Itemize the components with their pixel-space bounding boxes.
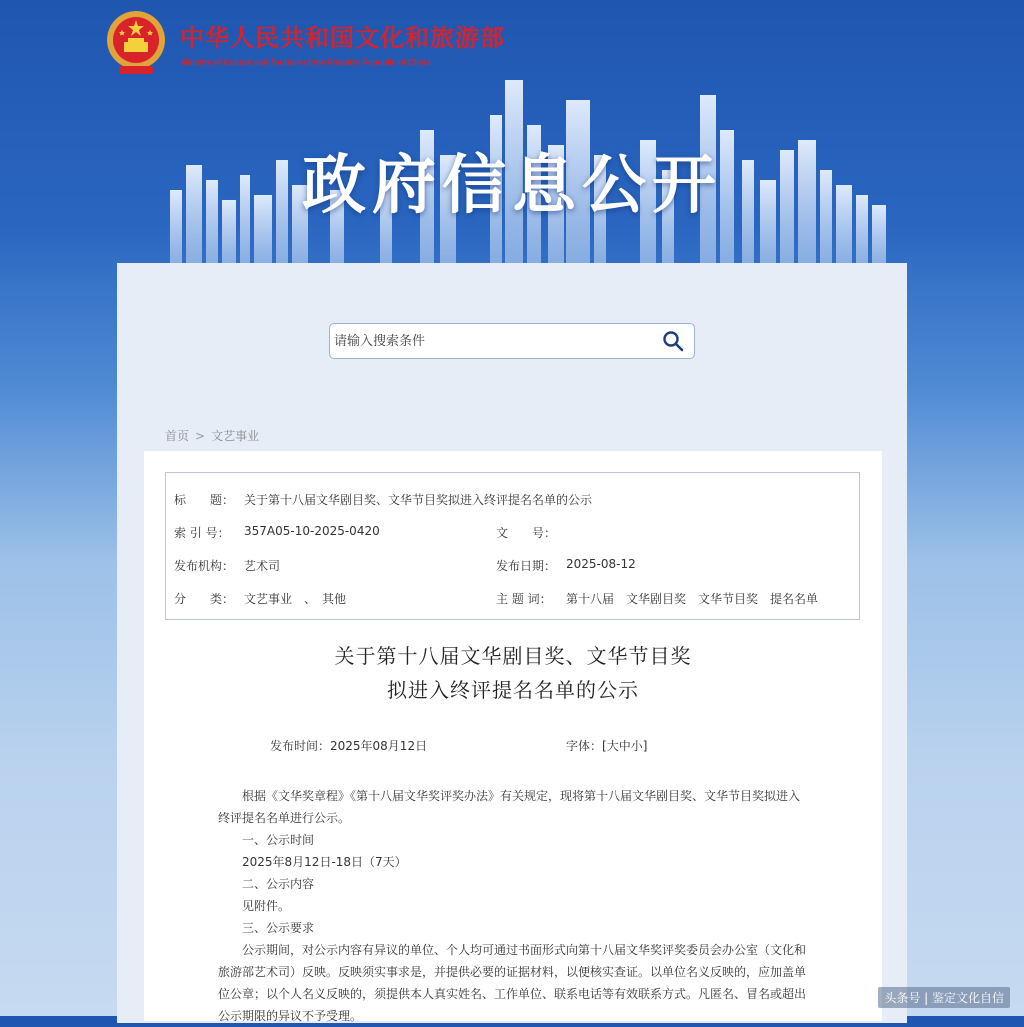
header-banner: [0, 0, 1024, 300]
source-watermark: 头条号 | 鉴定文化自信: [878, 987, 1010, 1008]
breadcrumb-current[interactable]: 文艺事业: [211, 429, 260, 443]
meta-title-label: 标 题：: [174, 493, 235, 507]
ministry-name-en: Ministry of Culture and Tourism of the People's Republic of China: [181, 58, 431, 67]
breadcrumb-home[interactable]: 首页: [165, 429, 190, 443]
meta-index-value: 357A05-10-2025-0420: [244, 524, 380, 538]
font-size-medium[interactable]: 中: [618, 739, 631, 753]
breadcrumb-separator: >: [195, 429, 206, 443]
meta-keywords-value: 第十八届 文华剧目奖 文华节目奖 提名名单: [566, 592, 819, 606]
article-paragraph: 见附件。: [218, 899, 291, 913]
meta-title-value: 关于第十八届文华剧目奖、文华节目奖拟进入终评提名名单的公示: [244, 493, 593, 507]
meta-date-value: 2025-08-12: [566, 557, 636, 571]
banner-title: 政府信息公开: [302, 149, 722, 223]
national-emblem-icon: [105, 8, 167, 76]
publish-time: 发布时间：2025年08月12日: [270, 739, 428, 753]
font-size-label: 字体：: [566, 739, 603, 753]
search-box: [329, 323, 695, 359]
meta-docno-label: 文 号：: [496, 526, 557, 540]
article-body: [218, 785, 810, 1027]
search-icon[interactable]: [662, 330, 684, 352]
metadata-table: [165, 472, 860, 620]
meta-org-value: 艺术司: [244, 559, 281, 573]
breadcrumb: [165, 427, 259, 444]
meta-category-label: 分 类：: [174, 592, 235, 606]
article-paragraph: 公示期间，对公示内容有异议的单位、个人均可通过书面形式向第十八届文华奖评奖委员会办公室（文化和旅游部艺术司）反映。反映须实事求是，并提供必要的证据材料，以便核实查证。以单位名义反映的，应加盖单位公章；以个人名义反映的，须提供本人真实姓名、工作单位、联系电话等有效联系方式。凡匿名、冒名或超出公示期限的异议不予受理。: [218, 943, 807, 1023]
article-paragraph: 二、公示内容: [218, 877, 315, 891]
article-paragraph: 根据《文华奖章程》《第十八届文华奖评奖办法》有关规定，现将第十八届文华剧目奖、文华节目奖拟进入终评提名名单进行公示。: [218, 789, 801, 825]
article-title-line1: 关于第十八届文华剧目奖、文华节目奖: [334, 644, 692, 668]
article-paragraph: 三、公示要求: [218, 921, 315, 935]
meta-index-label: 索 引 号：: [174, 526, 230, 540]
meta-category-value: 文艺事业 、 其他: [244, 592, 347, 606]
meta-keywords-label: 主 题 词：: [496, 592, 552, 606]
font-size-small[interactable]: 小: [630, 739, 643, 753]
ministry-name-cn: 中华人民共和国文化和旅游部: [180, 24, 505, 52]
article-title-line2: 拟进入终评提名名单的公示: [387, 678, 639, 702]
meta-date-label: 发布日期：: [496, 559, 557, 573]
font-size-large[interactable]: 大: [606, 739, 619, 753]
article-paragraph: 一、公示时间: [218, 833, 315, 847]
meta-org-label: 发布机构：: [174, 559, 235, 573]
article-paragraph: 2025年8月12日-18日（7天）: [218, 855, 407, 869]
search-input[interactable]: [334, 324, 644, 358]
font-size-switcher: 字体：[大中小]: [566, 739, 648, 753]
